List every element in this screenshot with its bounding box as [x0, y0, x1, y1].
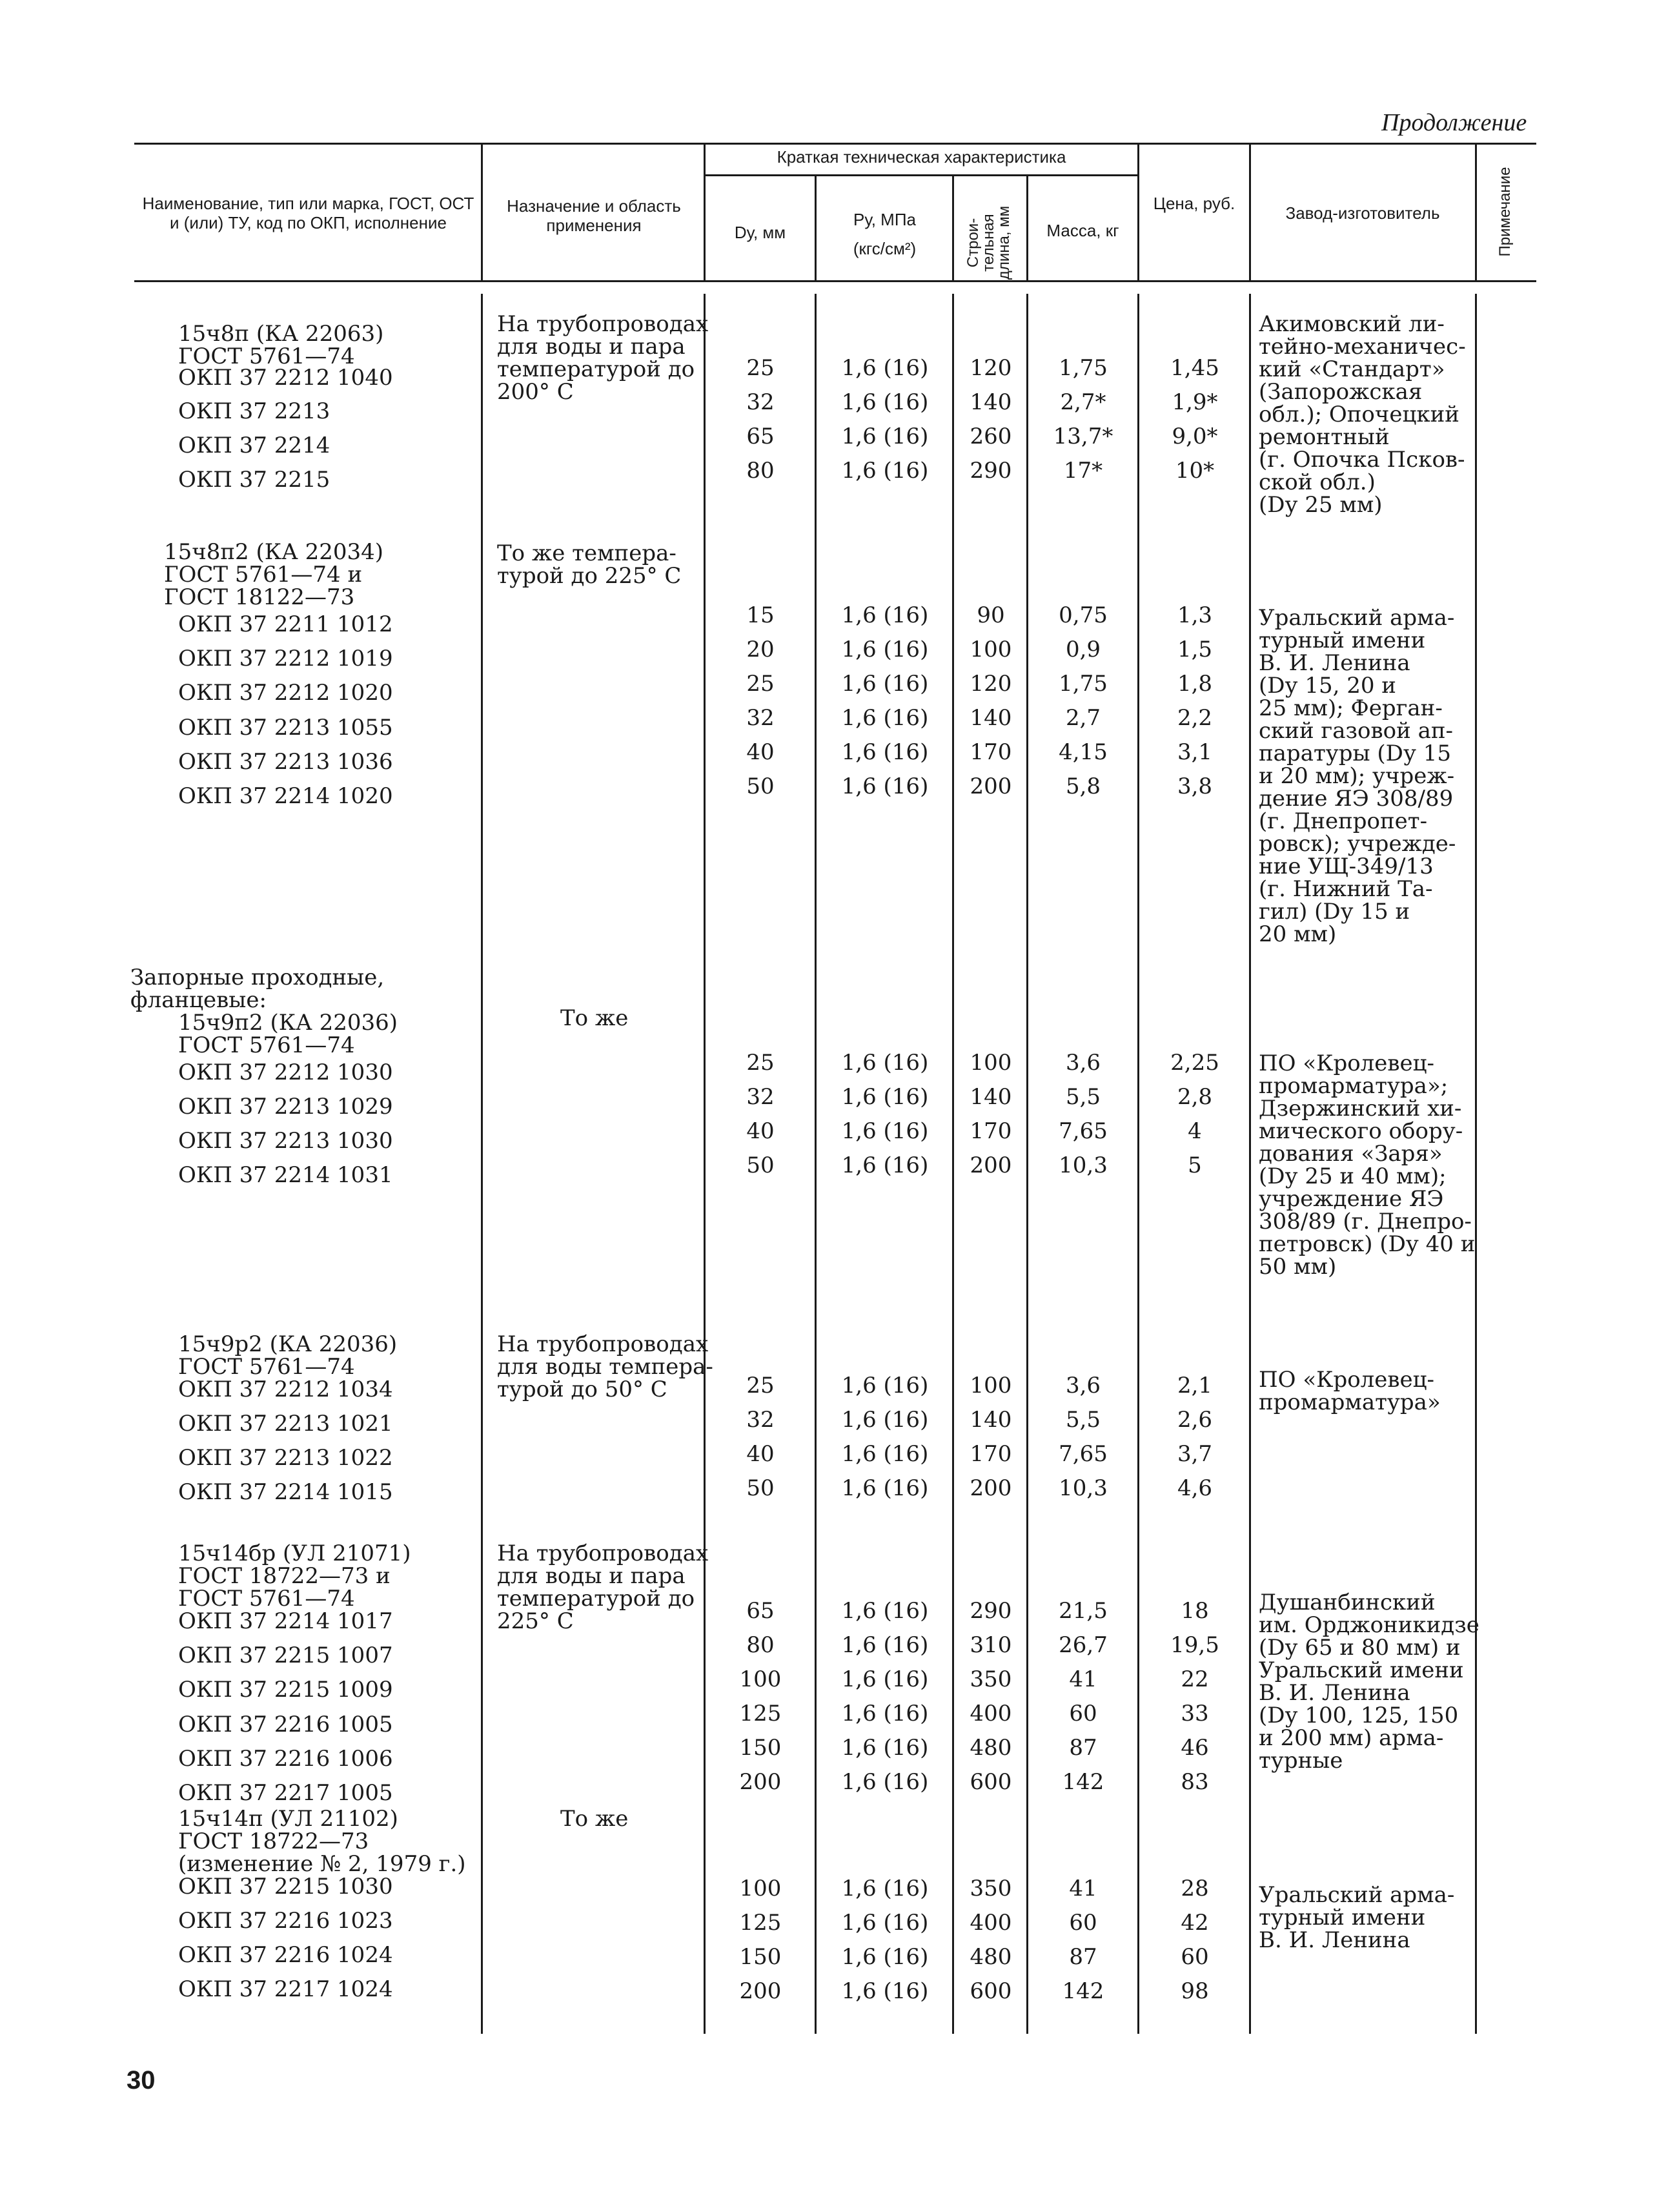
column-divider [1475, 294, 1477, 2034]
cell-mass: 0,9 [1065, 637, 1101, 662]
name-line: ОКП 37 2212 1034 [178, 1377, 393, 1402]
cell-price: 3,8 [1177, 773, 1213, 799]
cell-price: 3,7 [1177, 1441, 1213, 1467]
name-line: ГОСТ 18722—73 [178, 1828, 369, 1854]
maker-line: мического обору- [1259, 1118, 1463, 1144]
cell-mass: 87 [1069, 1944, 1097, 1970]
cell-dy: 80 [746, 458, 775, 484]
cell-mass: 26,7 [1059, 1632, 1108, 1658]
header-price: Цена, руб. [1153, 194, 1235, 213]
cell-mass: 17* [1063, 458, 1103, 484]
cell-price: 60 [1181, 1944, 1209, 1970]
name-line: ОКП 37 2211 1012 [178, 611, 393, 637]
purpose-line: То же [560, 1806, 629, 1832]
purpose-line: для воды темпера- [497, 1354, 713, 1380]
name-line: ГОСТ 5761—74 [178, 1032, 355, 1058]
purpose-line: турой до 50° С [497, 1377, 667, 1402]
name-line: ОКП 37 2213 1029 [178, 1094, 393, 1120]
cell-length: 480 [970, 1944, 1012, 1970]
cell-py: 1,6 (16) [841, 1769, 929, 1795]
page-number: 30 [127, 2066, 156, 2094]
maker-line: учреждение ЯЭ [1259, 1186, 1444, 1212]
cell-dy: 15 [746, 602, 775, 628]
name-line: ОКП 37 2214 1020 [178, 783, 393, 809]
maker-line: ремонтный [1259, 424, 1390, 450]
cell-mass: 2,7* [1060, 389, 1106, 415]
cell-py: 1,6 (16) [841, 602, 929, 628]
cell-length: 310 [970, 1632, 1012, 1658]
cell-price: 19,5 [1170, 1632, 1219, 1658]
header-purpose: Назначение и область применения [507, 196, 681, 235]
header-mass: Масса, кг [1046, 221, 1119, 240]
cell-dy: 125 [739, 1701, 782, 1726]
cell-py: 1,6 (16) [841, 424, 929, 449]
cell-py: 1,6 (16) [841, 1407, 929, 1433]
header-dy: Dу, мм [734, 223, 786, 242]
cell-py: 1,6 (16) [841, 637, 929, 662]
cell-mass: 7,65 [1059, 1441, 1108, 1467]
cell-py: 1,6 (16) [841, 671, 929, 697]
cell-dy: 125 [739, 1910, 782, 1936]
name-line: (изменение № 2, 1979 г.) [178, 1851, 466, 1877]
cell-dy: 25 [746, 355, 775, 381]
cell-length: 200 [970, 1152, 1012, 1178]
name-line: ГОСТ 18722—73 и [178, 1563, 391, 1589]
cell-mass: 3,6 [1065, 1373, 1101, 1398]
cell-mass: 0,75 [1059, 602, 1108, 628]
name-line: ОКП 37 2213 1021 [178, 1411, 393, 1437]
maker-line: петровск) (Dу 40 и [1259, 1231, 1476, 1257]
name-line: ОКП 37 2216 1005 [178, 1712, 393, 1737]
cell-price: 1,9* [1172, 389, 1218, 415]
cell-price: 1,3 [1177, 602, 1213, 628]
cell-length: 600 [970, 1978, 1012, 2004]
header-divider [704, 143, 706, 282]
maker-line: Уральский арма- [1259, 1882, 1455, 1908]
cell-py: 1,6 (16) [841, 705, 929, 731]
cell-mass: 7,65 [1059, 1118, 1108, 1144]
cell-dy: 150 [739, 1735, 782, 1761]
group-header-rule [704, 174, 1137, 176]
cell-dy: 80 [746, 1632, 775, 1658]
maker-line: (г. Опочка Псков- [1259, 447, 1465, 473]
cell-py: 1,6 (16) [841, 1373, 929, 1398]
maker-line: Уральский имени [1259, 1657, 1464, 1683]
name-line: ОКП 37 2216 1023 [178, 1908, 393, 1934]
name-line: ГОСТ 5761—74 [178, 1586, 355, 1612]
cell-py: 1,6 (16) [841, 1441, 929, 1467]
cell-mass: 142 [1062, 1978, 1104, 2004]
cell-length: 400 [970, 1701, 1012, 1726]
name-line: ОКП 37 2214 1031 [178, 1162, 393, 1188]
cell-dy: 32 [746, 1084, 775, 1110]
maker-line: дение ЯЭ 308/89 [1259, 786, 1454, 812]
header-divider [481, 143, 483, 282]
cell-py: 1,6 (16) [841, 1666, 929, 1692]
name-line: 15ч9р2 (КА 22036) [178, 1331, 398, 1357]
cell-length: 120 [970, 355, 1012, 381]
maker-line: турные [1259, 1748, 1343, 1774]
cell-length: 170 [970, 1118, 1012, 1144]
cell-price: 2,2 [1177, 705, 1213, 731]
cell-mass: 41 [1069, 1666, 1097, 1692]
purpose-line: температурой до [497, 356, 695, 382]
purpose-line: 225° С [497, 1608, 574, 1634]
cell-length: 200 [970, 1475, 1012, 1501]
cell-py: 1,6 (16) [841, 1910, 929, 1936]
maker-line: дования «Заря» [1259, 1141, 1443, 1167]
header-length: Строи-тельная длина, мм [964, 205, 1013, 280]
cell-price: 46 [1181, 1735, 1209, 1761]
header-divider [952, 174, 954, 282]
cell-mass: 4,15 [1059, 739, 1108, 765]
name-line: ГОСТ 5761—74 [178, 343, 355, 369]
header-divider [1026, 174, 1028, 282]
maker-line: промарматура»; [1259, 1073, 1448, 1099]
cell-price: 28 [1181, 1876, 1209, 1901]
cell-dy: 65 [746, 1598, 775, 1624]
cell-dy: 65 [746, 424, 775, 449]
maker-line: тейно-механичес- [1259, 334, 1466, 360]
name-line: ГОСТ 18122—73 [164, 584, 355, 610]
cell-price: 83 [1181, 1769, 1209, 1795]
cell-dy: 20 [746, 637, 775, 662]
cell-price: 2,6 [1177, 1407, 1213, 1433]
cell-price: 2,1 [1177, 1373, 1213, 1398]
cell-mass: 1,75 [1059, 671, 1108, 697]
cell-dy: 40 [746, 1118, 775, 1144]
cell-length: 100 [970, 1050, 1012, 1076]
header-divider [1249, 143, 1251, 282]
name-line: 15ч8п (КА 22063) [178, 321, 384, 347]
cell-dy: 50 [746, 773, 775, 799]
maker-line: и 20 мм); учреж- [1259, 763, 1455, 789]
purpose-line: 200° С [497, 379, 574, 405]
cell-mass: 2,7 [1065, 705, 1101, 731]
cell-mass: 41 [1069, 1876, 1097, 1901]
cell-length: 200 [970, 773, 1012, 799]
table-top-rule [134, 143, 1536, 145]
cell-mass: 60 [1069, 1701, 1097, 1726]
maker-line: Душанбинский [1259, 1590, 1436, 1615]
cell-length: 400 [970, 1910, 1012, 1936]
name-line: ОКП 37 2213 1036 [178, 749, 393, 775]
maker-line: турный имени [1259, 628, 1426, 653]
header-divider [815, 174, 817, 282]
name-line: ОКП 37 2214 1015 [178, 1479, 393, 1505]
cell-py: 1,6 (16) [841, 1152, 929, 1178]
maker-line: ние УЩ-349/13 [1259, 854, 1434, 879]
cell-py: 1,6 (16) [841, 458, 929, 484]
name-line: 15ч14п (УЛ 21102) [178, 1806, 398, 1832]
name-line: ОКП 37 2213 1030 [178, 1128, 393, 1154]
cell-py: 1,6 (16) [841, 1701, 929, 1726]
name-line: ОКП 37 2212 1040 [178, 365, 393, 391]
cell-dy: 100 [739, 1666, 782, 1692]
cell-dy: 40 [746, 739, 775, 765]
header-maker: Завод-изготовитель [1285, 203, 1440, 223]
purpose-line: для воды и пара [497, 334, 686, 360]
maker-line: (Dу 100, 125, 150 [1259, 1703, 1459, 1728]
cell-py: 1,6 (16) [841, 355, 929, 381]
cell-py: 1,6 (16) [841, 1084, 929, 1110]
cell-mass: 1,75 [1059, 355, 1108, 381]
maker-line: 308/89 (г. Днепро- [1259, 1209, 1472, 1234]
maker-line: (г. Нижний Та- [1259, 876, 1433, 902]
name-line: ОКП 37 2213 1055 [178, 715, 393, 741]
cell-price: 3,1 [1177, 739, 1213, 765]
header-divider [1475, 143, 1477, 282]
name-line: 15ч8п2 (КА 22034) [164, 539, 384, 565]
cell-length: 350 [970, 1666, 1012, 1692]
name-line: ОКП 37 2213 [178, 398, 330, 424]
cell-length: 170 [970, 739, 1012, 765]
cell-price: 22 [1181, 1666, 1209, 1692]
cell-price: 9,0* [1172, 424, 1218, 449]
cell-length: 480 [970, 1735, 1012, 1761]
name-line: ОКП 37 2215 [178, 467, 330, 493]
maker-line: Уральский арма- [1259, 605, 1455, 631]
name-line: ОКП 37 2216 1024 [178, 1942, 393, 1968]
maker-line: (Dу 65 и 80 мм) и [1259, 1635, 1461, 1661]
cell-price: 33 [1181, 1701, 1209, 1726]
header-py-kgs: (кгс/см²) [853, 239, 917, 258]
cell-length: 100 [970, 1373, 1012, 1398]
purpose-line: турой до 225° С [497, 563, 682, 589]
maker-line: (Dу 25 мм) [1259, 492, 1383, 518]
name-line: ОКП 37 2215 1009 [178, 1677, 393, 1703]
cell-py: 1,6 (16) [841, 773, 929, 799]
maker-line: паратуры (Dу 15 [1259, 741, 1452, 766]
maker-line: ровск); учрежде- [1259, 831, 1456, 857]
name-line: ОКП 37 2212 1030 [178, 1060, 393, 1085]
purpose-line: То же темпера- [497, 540, 676, 566]
cell-dy: 50 [746, 1475, 775, 1501]
cell-py: 1,6 (16) [841, 1050, 929, 1076]
name-line: ОКП 37 2212 1019 [178, 646, 393, 671]
maker-line: и 200 мм) арма- [1259, 1725, 1444, 1751]
cell-mass: 5,8 [1065, 773, 1101, 799]
cell-price: 98 [1181, 1978, 1209, 2004]
maker-line: В. И. Ленина [1259, 650, 1410, 676]
name-line: ГОСТ 5761—74 [178, 1354, 355, 1380]
maker-line: ский газовой ап- [1259, 718, 1454, 744]
cell-price: 42 [1181, 1910, 1209, 1936]
maker-line: 25 мм); Ферган- [1259, 695, 1443, 721]
cell-py: 1,6 (16) [841, 1118, 929, 1144]
header-bottom-rule [134, 280, 1536, 282]
cell-dy: 200 [739, 1978, 782, 2004]
cell-price: 4,6 [1177, 1475, 1213, 1501]
cell-price: 18 [1181, 1598, 1209, 1624]
header-note: Примечание [1496, 167, 1514, 257]
name-line: ГОСТ 5761—74 и [164, 562, 363, 588]
maker-line: 50 мм) [1259, 1254, 1337, 1280]
maker-line: В. И. Ленина [1259, 1927, 1410, 1953]
cell-dy: 32 [746, 1407, 775, 1433]
maker-line: В. И. Ленина [1259, 1680, 1410, 1706]
cell-dy: 25 [746, 671, 775, 697]
purpose-line: На трубопроводах [497, 1541, 709, 1566]
cell-py: 1,6 (16) [841, 1944, 929, 1970]
cell-mass: 5,5 [1065, 1407, 1101, 1433]
header-divider [1137, 143, 1139, 282]
cell-dy: 50 [746, 1152, 775, 1178]
maker-line: гил) (Dу 15 и [1259, 899, 1410, 925]
name-line: ОКП 37 2215 1007 [178, 1643, 393, 1668]
cell-dy: 25 [746, 1050, 775, 1076]
cell-price: 1,8 [1177, 671, 1213, 697]
cell-length: 260 [970, 424, 1012, 449]
header-name: Наименование, тип или марка, ГОСТ, ОСТ и (или) ТУ, код по ОКП, исполнение [142, 194, 474, 232]
cell-py: 1,6 (16) [841, 1978, 929, 2004]
cell-dy: 32 [746, 389, 775, 415]
cell-price: 1,45 [1170, 355, 1219, 381]
cell-py: 1,6 (16) [841, 1598, 929, 1624]
cell-dy: 200 [739, 1769, 782, 1795]
name-line: ОКП 37 2213 1022 [178, 1445, 393, 1471]
cell-mass: 60 [1069, 1910, 1097, 1936]
cell-mass: 21,5 [1059, 1598, 1108, 1624]
header-py: Pу, МПа [853, 210, 916, 229]
maker-line: турный имени [1259, 1905, 1426, 1930]
maker-line: Акимовский ли- [1259, 311, 1445, 337]
name-line: ОКП 37 2214 1017 [178, 1608, 393, 1634]
cell-mass: 3,6 [1065, 1050, 1101, 1076]
cell-length: 350 [970, 1876, 1012, 1901]
name-line: Запорные проходные, [130, 965, 385, 990]
cell-length: 140 [970, 705, 1012, 731]
purpose-line: То же [560, 1005, 629, 1031]
name-line: 15ч14бр (УЛ 21071) [178, 1541, 411, 1566]
maker-line: (Запорожская [1259, 379, 1423, 405]
maker-line: ской обл.) [1259, 469, 1376, 495]
cell-length: 170 [970, 1441, 1012, 1467]
cell-length: 600 [970, 1769, 1012, 1795]
cell-mass: 87 [1069, 1735, 1097, 1761]
cell-dy: 25 [746, 1373, 775, 1398]
column-divider [481, 294, 483, 2034]
cell-py: 1,6 (16) [841, 1632, 929, 1658]
name-line: ОКП 37 2215 1030 [178, 1874, 393, 1900]
cell-dy: 32 [746, 705, 775, 731]
maker-line: (Dу 15, 20 и [1259, 673, 1396, 699]
cell-mass: 10,3 [1059, 1475, 1108, 1501]
cell-length: 290 [970, 458, 1012, 484]
cell-length: 140 [970, 389, 1012, 415]
maker-line: Дзержинский хи- [1259, 1096, 1462, 1121]
cell-mass: 142 [1062, 1769, 1104, 1795]
cell-dy: 100 [739, 1876, 782, 1901]
cell-mass: 13,7* [1053, 424, 1113, 449]
name-line: ОКП 37 2212 1020 [178, 680, 393, 706]
maker-line: (г. Днепропет- [1259, 808, 1428, 834]
cell-mass: 5,5 [1065, 1084, 1101, 1110]
cell-py: 1,6 (16) [841, 1876, 929, 1901]
cell-price: 5 [1188, 1152, 1202, 1178]
maker-line: промарматура» [1259, 1389, 1441, 1415]
cell-price: 10* [1175, 458, 1215, 484]
cell-price: 4 [1188, 1118, 1202, 1144]
name-line: фланцевые: [130, 987, 267, 1013]
purpose-line: На трубопроводах [497, 1331, 709, 1357]
header-tech-group: Краткая техническая характеристика [777, 147, 1066, 167]
cell-py: 1,6 (16) [841, 739, 929, 765]
maker-line: ПО «Кролевец- [1259, 1050, 1435, 1076]
cell-length: 100 [970, 637, 1012, 662]
maker-line: (Dу 25 и 40 мм); [1259, 1163, 1447, 1189]
cell-dy: 150 [739, 1944, 782, 1970]
cell-length: 290 [970, 1598, 1012, 1624]
cell-price: 1,5 [1177, 637, 1213, 662]
name-line: ОКП 37 2217 1024 [178, 1976, 393, 2002]
cell-py: 1,6 (16) [841, 389, 929, 415]
cell-py: 1,6 (16) [841, 1475, 929, 1501]
maker-line: кий «Стандарт» [1259, 356, 1445, 382]
cell-length: 90 [977, 602, 1005, 628]
name-line: ОКП 37 2217 1005 [178, 1780, 393, 1806]
name-line: ОКП 37 2214 [178, 433, 330, 458]
name-line: ОКП 37 2216 1006 [178, 1746, 393, 1772]
cell-price: 2,25 [1170, 1050, 1219, 1076]
maker-line: обл.); Опочецкий [1259, 402, 1459, 427]
maker-line: им. Орджоникидзе [1259, 1612, 1479, 1638]
purpose-line: температурой до [497, 1586, 695, 1612]
cell-length: 120 [970, 671, 1012, 697]
cell-mass: 10,3 [1059, 1152, 1108, 1178]
maker-line: ПО «Кролевец- [1259, 1367, 1435, 1393]
cell-length: 140 [970, 1407, 1012, 1433]
maker-line: 20 мм) [1259, 921, 1337, 947]
continuation-label: Продолжение [1381, 109, 1527, 136]
cell-py: 1,6 (16) [841, 1735, 929, 1761]
cell-dy: 40 [746, 1441, 775, 1467]
cell-price: 2,8 [1177, 1084, 1213, 1110]
name-line: 15ч9п2 (КА 22036) [178, 1010, 398, 1036]
purpose-line: для воды и пара [497, 1563, 686, 1589]
cell-length: 140 [970, 1084, 1012, 1110]
purpose-line: На трубопроводах [497, 311, 709, 337]
